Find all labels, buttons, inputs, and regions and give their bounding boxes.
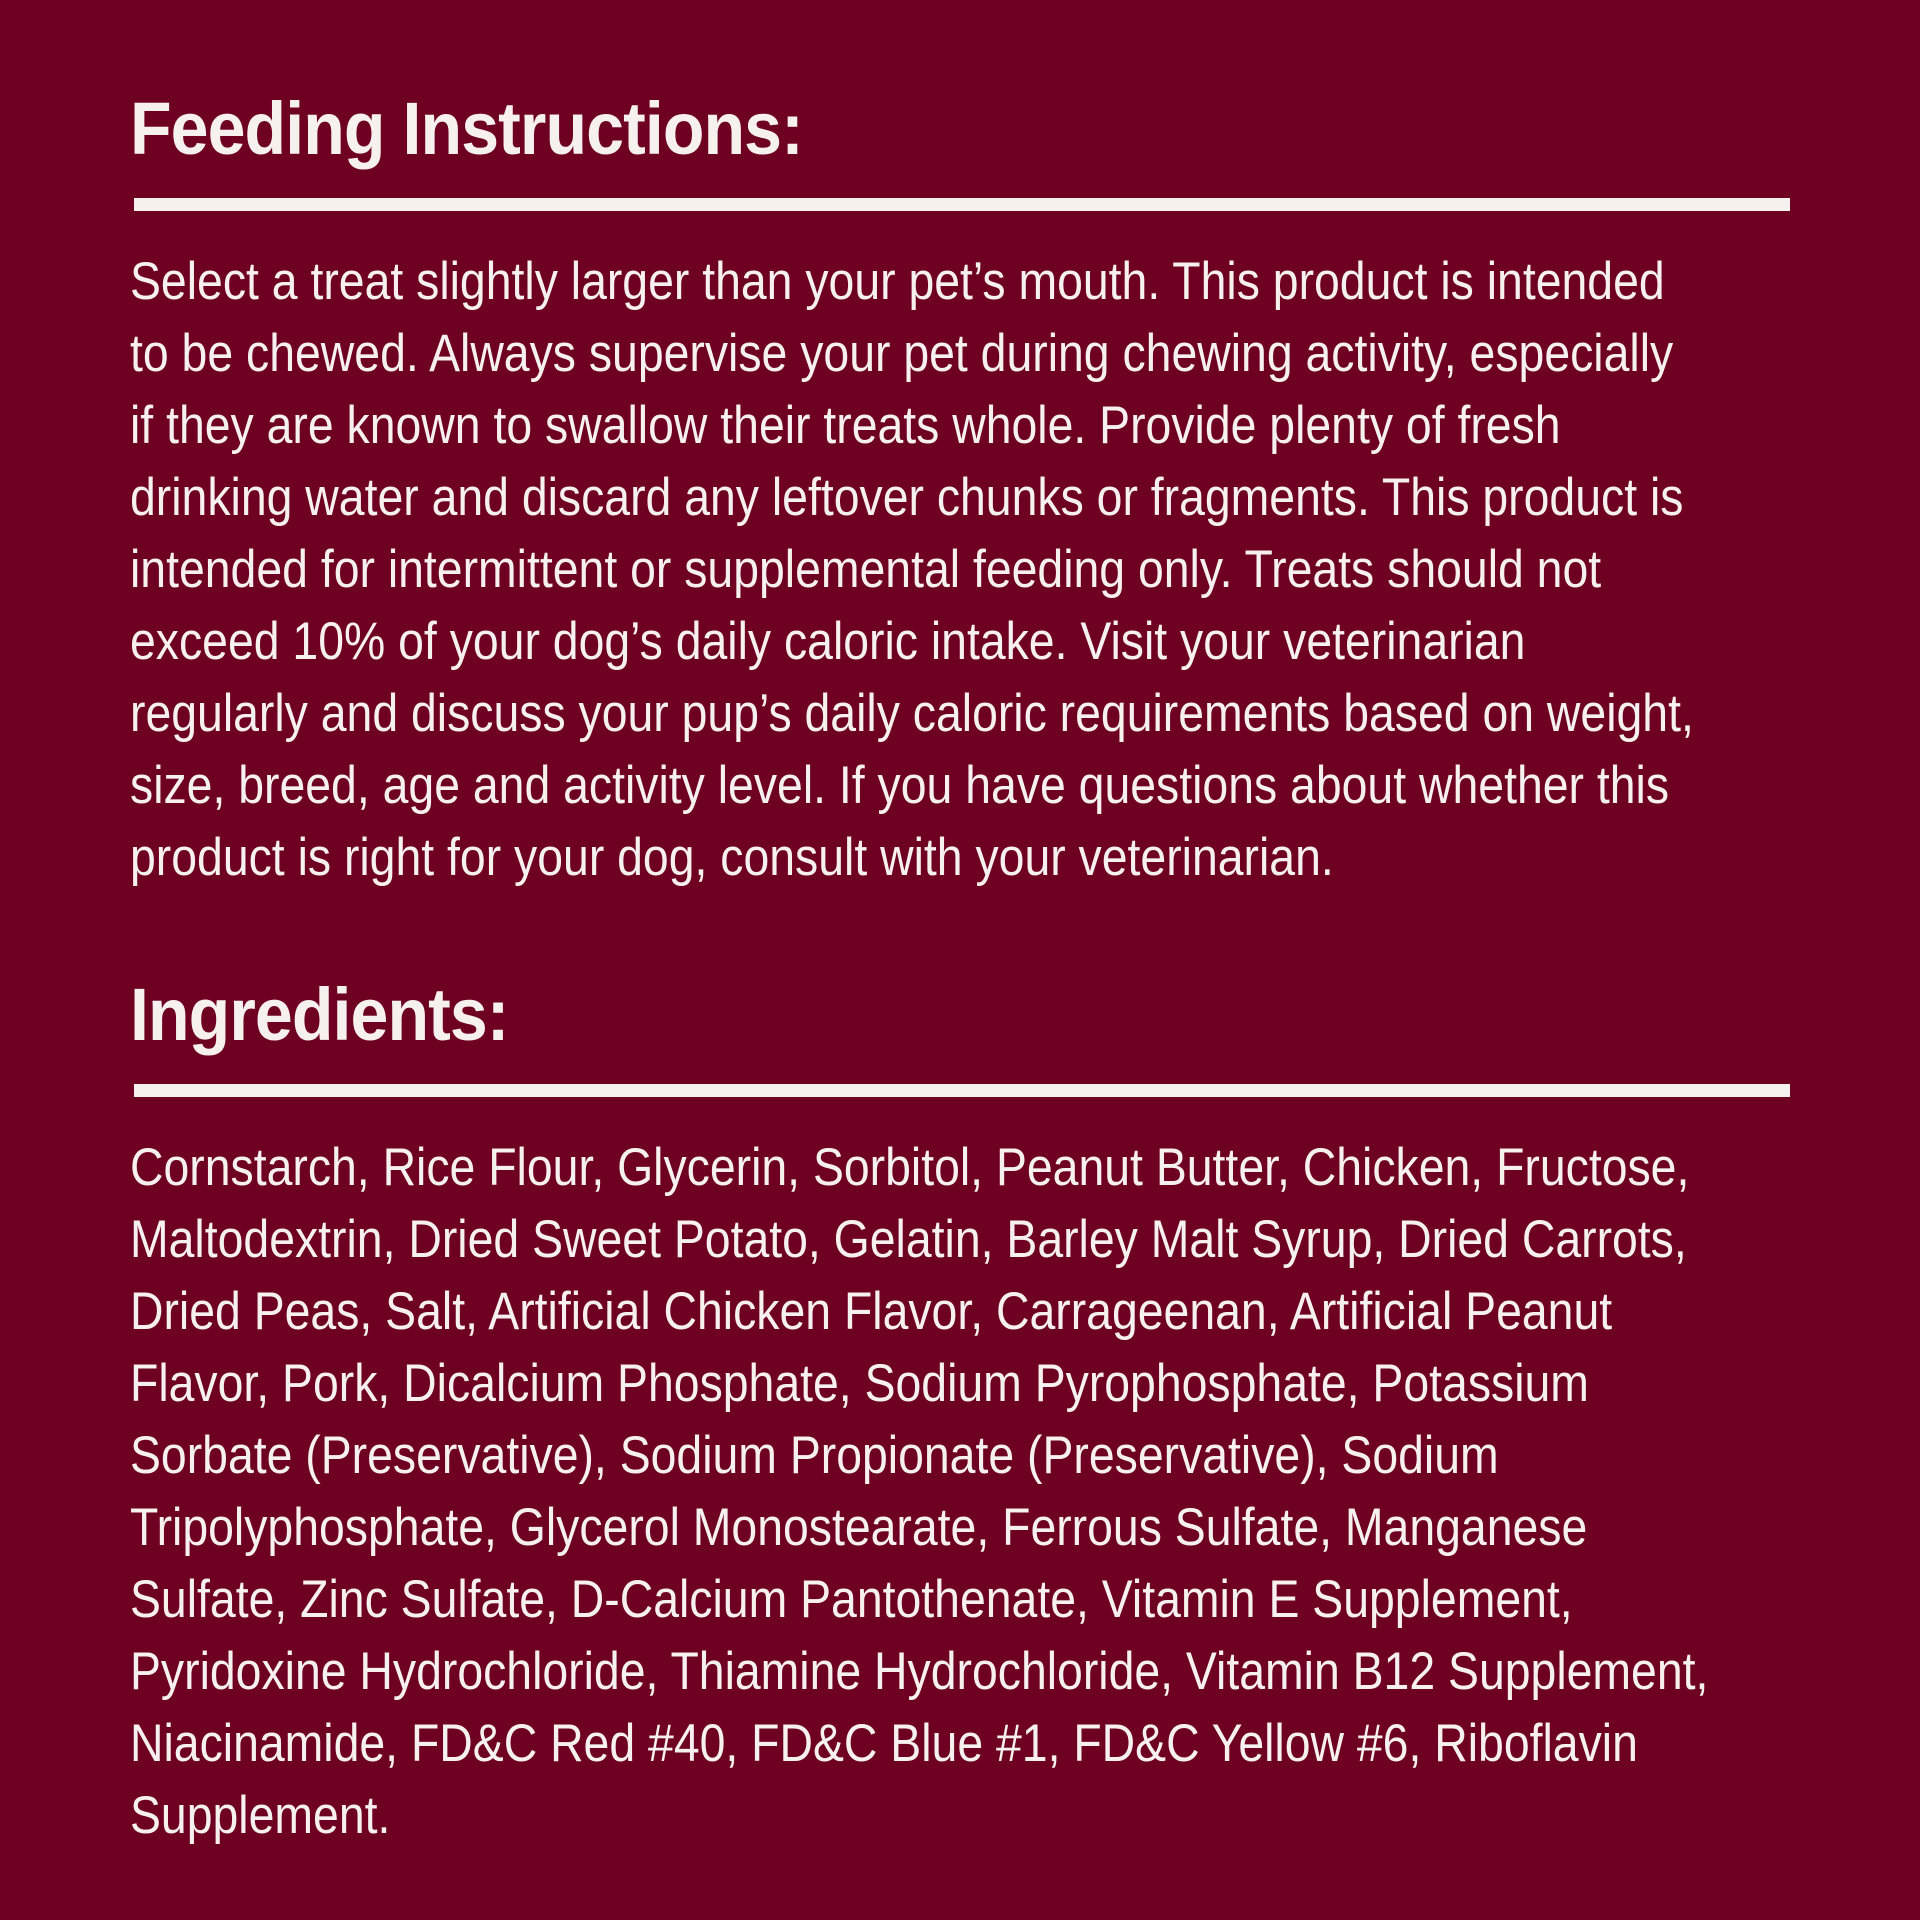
ingredients-line: Pyridoxine Hydrochloride, Thiamine Hydrochloride, Vitamin B12 Supplement,	[130, 1642, 1709, 1701]
feeding-instructions-section	[130, 84, 1790, 887]
feeding-line: size, breed, age and activity level. If you have questions about whether this	[130, 756, 1670, 815]
ingredients-list-text	[130, 1132, 1709, 1852]
ingredients-line: Dried Peas, Salt, Artificial Chicken Flavor, Carrageenan, Artificial Peanut	[130, 1282, 1613, 1341]
ingredients-line: Niacinamide, FD&C Red #40, FD&C Blue #1, FD&C Yellow #6, Riboflavin	[130, 1714, 1638, 1773]
feeding-instructions-text	[130, 246, 1705, 894]
ingredients-line: Sulfate, Zinc Sulfate, D-Calcium Pantothenate, Vitamin E Supplement,	[130, 1570, 1573, 1629]
ingredients-line: Sorbate (Preservative), Sodium Propionate (Preservative), Sodium	[130, 1426, 1499, 1485]
feeding-line: product is right for your dog, consult with your veterinarian.	[130, 828, 1334, 887]
feeding-line: drinking water and discard any leftover chunks or fragments. This product is	[130, 468, 1684, 527]
ingredients-section	[130, 970, 1790, 1845]
feeding-heading-divider	[134, 198, 1790, 211]
ingredients-line: Cornstarch, Rice Flour, Glycerin, Sorbitol, Peanut Butter, Chicken, Fructose,	[130, 1138, 1690, 1197]
feeding-line: regularly and discuss your pup’s daily caloric requirements based on weight,	[130, 684, 1694, 743]
feeding-instructions-heading: Feeding Instructions:	[130, 87, 803, 170]
ingredients-line: Tripolyphosphate, Glycerol Monostearate, Ferrous Sulfate, Manganese	[130, 1498, 1588, 1557]
feeding-line: Select a treat slightly larger than your pet’s mouth. This product is intended	[130, 252, 1665, 311]
feeding-line: if they are known to swallow their treats whole. Provide plenty of fresh	[130, 396, 1561, 455]
ingredients-heading: Ingredients:	[130, 973, 509, 1056]
ingredients-line: Supplement.	[130, 1786, 391, 1845]
feeding-line: to be chewed. Always supervise your pet during chewing activity, especially	[130, 324, 1674, 383]
ingredients-line: Maltodextrin, Dried Sweet Potato, Gelatin, Barley Malt Syrup, Dried Carrots,	[130, 1210, 1687, 1269]
ingredients-heading-divider	[134, 1084, 1790, 1097]
feeding-line: intended for intermittent or supplemental feeding only. Treats should not	[130, 540, 1602, 599]
feeding-line: exceed 10% of your dog’s daily caloric intake. Visit your veterinarian	[130, 612, 1526, 671]
ingredients-line: Flavor, Pork, Dicalcium Phosphate, Sodium Pyrophosphate, Potassium	[130, 1354, 1589, 1413]
